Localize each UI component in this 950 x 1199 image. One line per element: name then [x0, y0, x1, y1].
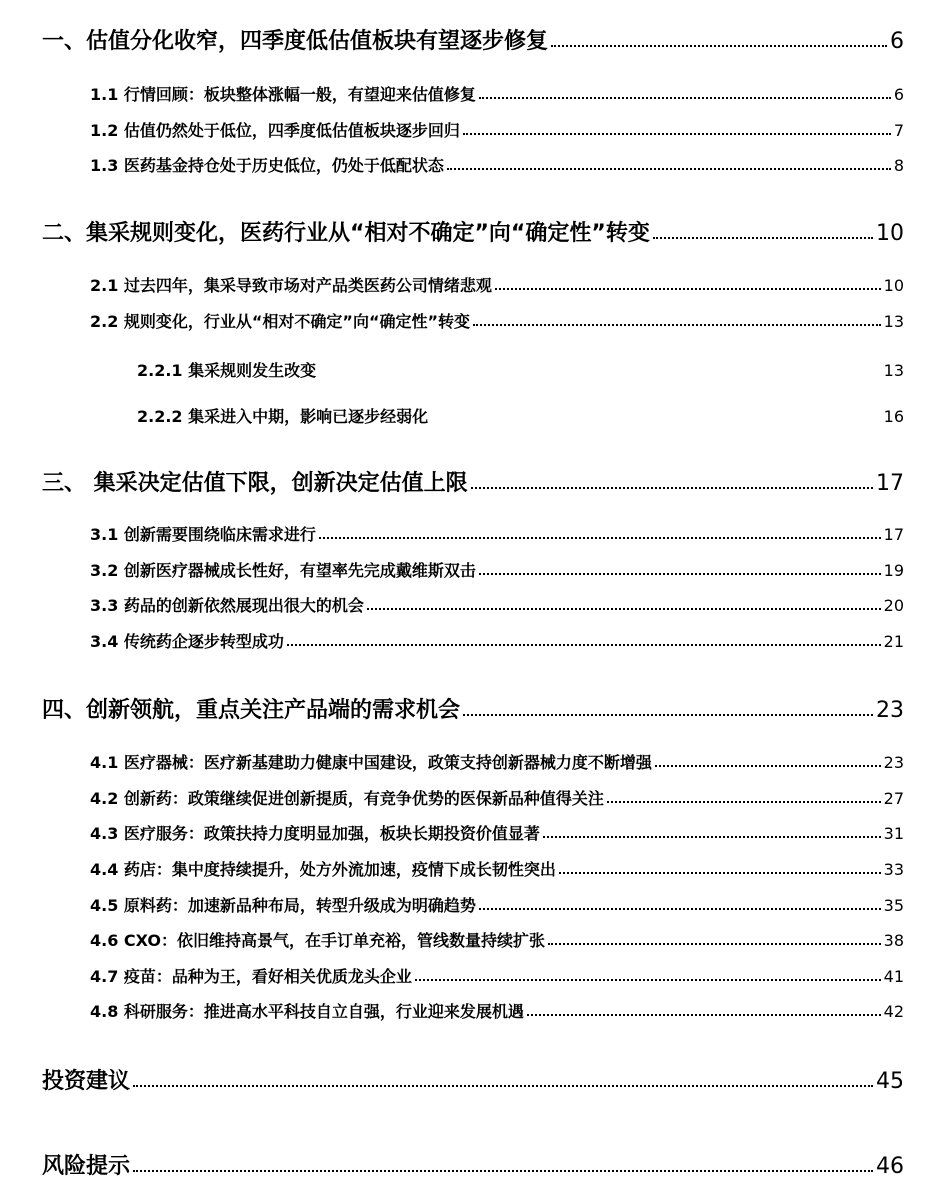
dot-leader [473, 311, 881, 327]
toc-entry-page: 13 [883, 312, 904, 331]
dot-leader [133, 1151, 873, 1173]
toc-entry-page: 7 [893, 121, 904, 140]
toc-entry-title: 4.2 创新药：政策继续促进创新提质，有竞争优势的医保新品种值得关注 [90, 789, 604, 808]
toc-entry-title: 4.4 药店：集中度持续提升，处方外流加速，疫情下成长韧性突出 [90, 860, 556, 879]
blank-leader [319, 360, 881, 376]
toc-entry-page: 13 [883, 361, 904, 380]
dot-leader [471, 468, 873, 490]
dot-leader [548, 930, 881, 946]
toc-entry-page: 8 [893, 156, 904, 175]
toc-entry[interactable] [90, 928, 904, 951]
toc-entry-title: 3.3 药品的创新依然展现出很大的机会 [90, 596, 364, 615]
toc-entry-title: 2.1 过去四年，集采导致市场对产品类医药公司情绪悲观 [90, 276, 492, 295]
toc-entry-title: 2.2 规则变化，行业从“相对不确定”向“确定性”转变 [90, 312, 470, 331]
toc-entry[interactable] [137, 358, 904, 381]
toc-entry[interactable] [90, 153, 904, 176]
toc-entry-title: 三、 集采决定估值下限，创新决定估值上限 [42, 471, 468, 496]
toc-entry-title: 1.1 行情回顾：板块整体涨幅一般，有望迎来估值修复 [90, 85, 476, 104]
toc-entry[interactable] [90, 82, 904, 105]
toc-entry[interactable] [90, 750, 904, 773]
dot-leader [415, 966, 881, 982]
toc-entry-page: 35 [883, 896, 904, 915]
dot-leader [559, 859, 881, 875]
dot-leader [479, 84, 891, 100]
toc-entry-page: 6 [893, 85, 904, 104]
toc-entry-page: 16 [883, 407, 904, 426]
toc-entry-page: 23 [883, 753, 904, 772]
dot-leader [479, 895, 881, 911]
toc-entry-title: 4.1 医疗器械：医疗新基建助力健康中国建设，政策支持创新器械力度不断增强 [90, 753, 652, 772]
toc-entry[interactable] [90, 999, 904, 1022]
toc-entry-title: 2.2.1 集采规则发生改变 [137, 361, 317, 380]
toc-entry-title: 四、创新领航，重点关注产品端的需求机会 [42, 698, 461, 723]
dot-leader [463, 695, 873, 717]
dot-leader [543, 823, 881, 839]
toc-entry-page: 42 [883, 1002, 904, 1021]
toc-entry-title: 2.2.2 集采进入中期，影响已逐步经弱化 [137, 407, 429, 426]
dot-leader [367, 595, 881, 611]
toc-entry[interactable] [90, 893, 904, 916]
toc-entry[interactable] [90, 629, 904, 652]
toc-entry-page: 20 [883, 596, 904, 615]
toc-entry-page: 17 [876, 471, 904, 496]
dot-leader [527, 1001, 881, 1017]
dot-leader [607, 788, 881, 804]
toc-entry-title: 1.2 估值仍然处于低位，四季度低估值板块逐步回归 [90, 121, 460, 140]
dot-leader [133, 1066, 873, 1088]
toc-entry-page: 10 [876, 221, 904, 246]
toc-entry[interactable] [42, 693, 904, 724]
toc-entry-title: 一、估值分化收窄，四季度低估值板块有望逐步修复 [42, 29, 549, 54]
toc-entry-page: 19 [883, 561, 904, 580]
toc-entry[interactable] [90, 273, 904, 296]
toc-entry[interactable] [90, 964, 904, 987]
toc-entry-page: 17 [883, 525, 904, 544]
toc-entry-title: 4.7 疫苗：品种为王，看好相关优质龙头企业 [90, 967, 412, 986]
toc-entry-title: 4.3 医疗服务：政策扶持力度明显加强，板块长期投资价值显著 [90, 824, 540, 843]
toc-entry[interactable] [90, 786, 904, 809]
toc-entry-title: 3.2 创新医疗器械成长性好，有望率先完成戴维斯双击 [90, 561, 476, 580]
toc-entry[interactable] [90, 118, 904, 141]
dot-leader [479, 560, 881, 576]
toc-entry-page: 45 [876, 1069, 904, 1094]
dot-leader [551, 26, 887, 48]
dot-leader [653, 218, 873, 240]
toc-entry-title: 4.6 CXO：依旧维持高景气，在手订单充裕，管线数量持续扩张 [90, 931, 546, 950]
toc-entry-title: 3.4 传统药企逐步转型成功 [90, 632, 284, 651]
dot-leader [495, 275, 881, 291]
toc-entry-title: 4.8 科研服务：推进高水平科技自立自强，行业迎来发展机遇 [90, 1002, 524, 1021]
toc-entry[interactable] [90, 593, 904, 616]
toc-entry-title: 1.3 医药基金持仓处于历史低位，仍处于低配状态 [90, 156, 444, 175]
toc-entry[interactable] [42, 1064, 904, 1095]
dot-leader [447, 155, 891, 171]
toc-entry[interactable] [90, 558, 904, 581]
toc-entry[interactable] [137, 404, 904, 427]
toc-entry-page: 33 [883, 860, 904, 879]
toc-entry[interactable] [90, 309, 904, 332]
toc-entry-title: 投资建议 [42, 1069, 131, 1094]
blank-leader [431, 406, 881, 422]
toc-entry-title: 风险提示 [42, 1154, 131, 1179]
toc-entry-title: 3.1 创新需要围绕临床需求进行 [90, 525, 316, 544]
dot-leader [655, 752, 881, 768]
toc-entry-page: 27 [883, 789, 904, 808]
toc-entry-title: 4.5 原料药：加速新品种布局，转型升级成为明确趋势 [90, 896, 476, 915]
toc-entry[interactable] [90, 522, 904, 545]
dot-leader [319, 524, 881, 540]
toc-entry[interactable] [42, 466, 904, 497]
toc-entry-page: 21 [883, 632, 904, 651]
toc-entry-page: 6 [890, 29, 904, 54]
toc-entry-page: 38 [883, 931, 904, 950]
toc-entry[interactable] [42, 24, 904, 55]
toc-entry[interactable] [90, 857, 904, 880]
toc-entry-page: 41 [883, 967, 904, 986]
toc-entry-page: 46 [876, 1154, 904, 1179]
dot-leader [463, 120, 891, 136]
toc-entry[interactable] [90, 821, 904, 844]
toc-entry-page: 23 [876, 698, 904, 723]
toc-entry-page: 31 [883, 824, 904, 843]
toc-entry-page: 10 [883, 276, 904, 295]
dot-leader [287, 631, 881, 647]
toc-entry-title: 二、集采规则变化，医药行业从“相对不确定”向“确定性”转变 [42, 221, 650, 246]
toc-entry[interactable] [42, 216, 904, 247]
toc-entry[interactable] [42, 1149, 904, 1180]
